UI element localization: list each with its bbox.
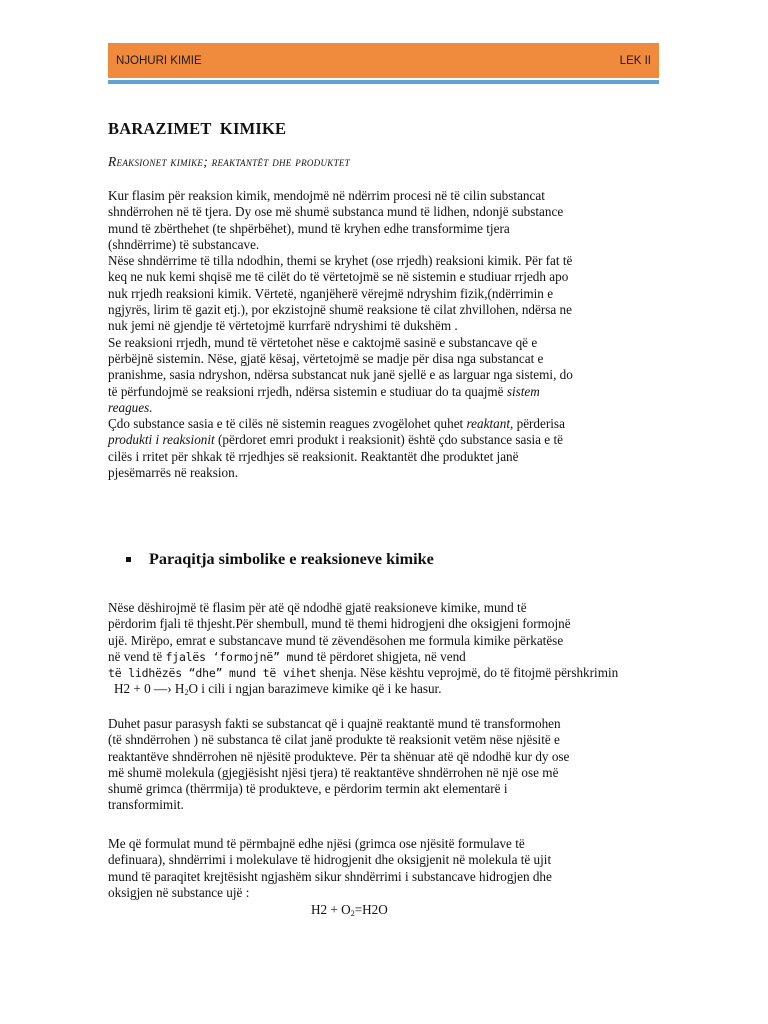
equation-inline: H2 + 0 —› H: [114, 681, 185, 697]
text-run: të përfundojmë se reaksioni rrjedh, ndërsa sistemin e studiuar do ta quajmë: [108, 383, 507, 399]
paragraph-line: mund të zbërthehet (te shpërbëhet), mund të kryhen edhe transformime tjera: [108, 220, 510, 236]
paragraph-line: përbëjnë sistemin. Nëse, gjatë kësaj, vërtetojmë se madje për disa nga substancat e: [108, 350, 544, 366]
paragraph-line: Kur flasim për reaksion kimik, mendojmë në ndërrim procesi në të cilin substancat: [108, 188, 545, 203]
text-run: , përderisa: [510, 416, 565, 432]
paragraph-line: nuk jemi në gjendje të vërtetojmë kurrfarë ndryshimi të dukshëm .: [108, 318, 458, 334]
paragraph-line: transformimit.: [108, 797, 184, 813]
paragraph-line: [108, 432, 656, 448]
equation-right: =H2O: [354, 902, 388, 917]
term-reaktant: reaktant: [466, 416, 510, 432]
text-run: (përdoret emri produkt i reaksionit) është çdo substance sasia e të: [214, 432, 563, 448]
header-lesson-label: LEK II: [619, 54, 651, 67]
header-divider: [108, 80, 659, 84]
paragraph-line: mund të paraqitet krejtësisht ngjashëm sikur shndërrimi i substancave hidrogjen dhe: [108, 868, 552, 884]
term-produkti: produkti i reaksionit: [108, 432, 215, 448]
paragraph-line: ujë. Mirëpo, emrat e substancave mund të zëvendësohen me formula kimike përkatëse: [108, 632, 564, 648]
paragraph-line: [108, 384, 656, 400]
text-run-typewriter: të lidhëzës “dhe” mund të vihet: [108, 666, 317, 681]
text-run: Çdo substance sasia e të cilës në sistemin reagues zvogëlohet quhet: [108, 416, 467, 432]
section-transformation: [108, 716, 656, 814]
section-symbolic: [108, 600, 656, 702]
document-header-bar: [108, 43, 659, 78]
paragraph-line: (të shndërrohen ) në substanca të cilat janë produkte të reaksionit vetëm nëse njësitë e: [108, 732, 560, 748]
text-run: shenja. Nëse kështu veprojmë, do të fitojmë përshkrimin: [316, 665, 619, 681]
paragraph-line: oksigjen në substance ujë :: [108, 884, 250, 900]
paragraph-line: Nëse dëshirojmë të flasim për atë që ndodhë gjatë reaksioneve kimike, mund të: [108, 600, 527, 615]
page-subtitle: Reaksionet kimike; reaktantët dhe produktet: [108, 154, 350, 169]
paragraph-line: definuara), shndërrimi i molekulave të hidrogjenit dhe oksigjenit në molekula të ujit: [108, 852, 552, 868]
subscript: 2: [184, 688, 189, 698]
header-course-title: NJOHURI KIMIE: [116, 54, 202, 67]
text-run-typewriter: fjalës ‘formojnë” mund: [165, 649, 314, 664]
paragraph-line: (shndërrime) të substancave.: [108, 236, 260, 252]
term-reagues: reagues.: [108, 399, 153, 415]
paragraph-line: më shumë molekula (gjegjësisht njësi tjera) të reaktantëve shndërrohen në një ose më: [108, 764, 559, 780]
paragraph-line: cilës i rritet për shkak të rrjedhjes së reaksionit. Reaktantët dhe produktet janë: [108, 448, 519, 464]
bullet-square-icon: [126, 557, 131, 562]
paragraph-line: nuk rrjedh reaksioni kimik. Vërtetë, nganjëherë vërejmë ndryshim fizik,(ndërrimin e: [108, 285, 554, 301]
text-run: në vend të: [108, 648, 166, 664]
text-run: O i cili i ngjan barazimeve kimike që i ke hasur.: [188, 681, 442, 697]
chemical-equation: [311, 902, 388, 918]
page-title: BARAZIMET KIMIKE: [108, 119, 287, 138]
paragraph-line: pjesëmarrës në reaksion.: [108, 465, 238, 481]
paragraph-line: keq ne nuk kemi shqisë me të cilët do të vërtetojmë se në sistemin e studiuar rrjedh apo: [108, 269, 569, 285]
paragraph-line: pranishme, sasia ndryshon, ndërsa substancat nuk janë sjellë e as larguar nga sistemi, do: [108, 367, 573, 383]
paragraph-line: Me që formulat mund të përmbajnë edhe njësi (grimca ose njësitë formulave të: [108, 836, 525, 851]
paragraph-line: ngjyrës, lirim të gazit etj.), por ekzistojnë shumë reaksione të cilat zhvillohen, ndërsa ne: [108, 302, 572, 318]
paragraph-line: [108, 400, 656, 416]
text-run: të përdoret shigjeta, në vend: [313, 648, 466, 664]
paragraph-line: [108, 681, 656, 701]
paragraph-line: shndërrohen në të tjera. Dy ose më shumë substanca mund të lidhen, ndonjë substance: [108, 204, 564, 220]
paragraph-line: reaktantëve shndërrohen në njësitë produkteve. Për ta shënuar atë që ndodhë kur dy ose: [108, 748, 570, 764]
section-intro: [108, 188, 656, 481]
paragraph-line: [108, 649, 656, 665]
paragraph-line: [108, 665, 656, 681]
paragraph-line: Duhet pasur parasysh fakti se substancat që i quajnë reaktantë mund të transformohen: [108, 716, 561, 731]
equation-left: H2 + O: [311, 902, 351, 917]
section-formulas: [108, 836, 656, 901]
section-heading: Paraqitja simbolike e reaksioneve kimike: [149, 550, 434, 568]
paragraph-line: Nëse shndërrime të tilla ndodhin, themi se kryhet (ose rrjedh) reaksioni kimik. Për fat të: [108, 253, 573, 269]
paragraph-line: [108, 416, 656, 432]
subscript: 2: [350, 909, 355, 918]
paragraph-line: Se reaksioni rrjedh, mund të vërtetohet nëse e caktojmë sasinë e substancave që e: [108, 334, 538, 350]
paragraph-line: përdorim fjali të thjesht.Për shembull, mund të themi hidrogjeni dhe oksigjeni formojnë: [108, 616, 571, 632]
paragraph-line: shumë grimca (thërrmija) të produkteve, e përdorim termin akt elementarë i: [108, 781, 508, 797]
section-heading-bullet: [126, 550, 434, 569]
term-sistem: sistem: [506, 383, 540, 399]
